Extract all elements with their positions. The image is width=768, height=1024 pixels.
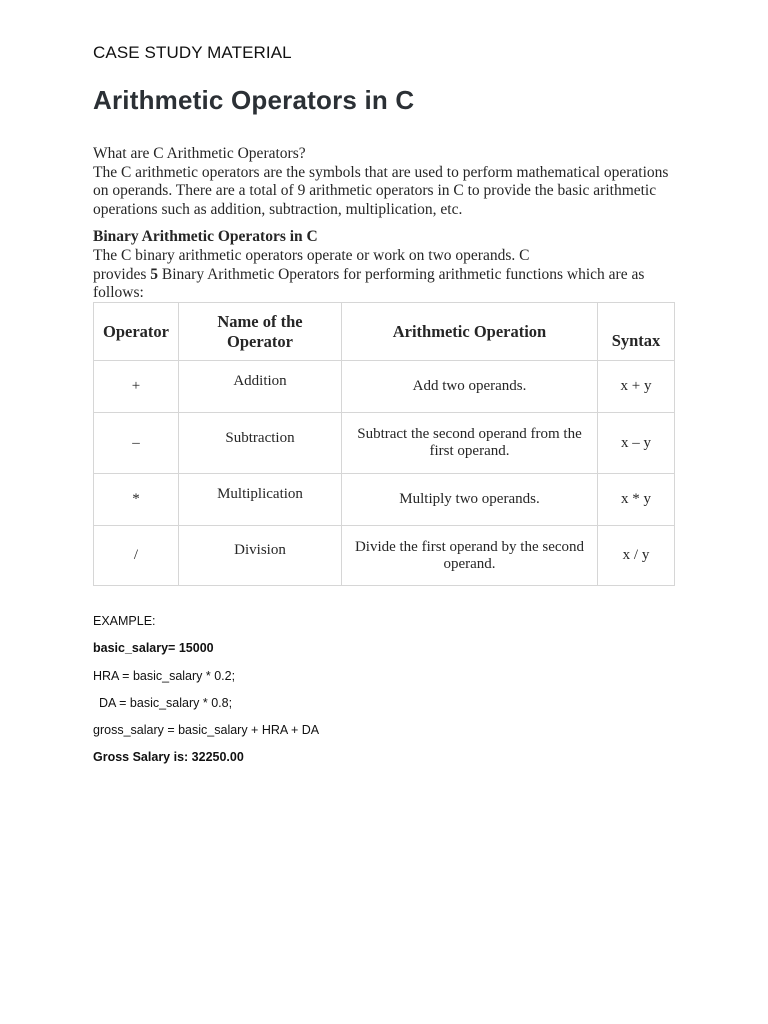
desc-pre: provides <box>93 265 151 283</box>
cell-operation: Subtract the second operand from the first operand. <box>342 413 598 474</box>
desc-post: Binary Arithmetic Operators for performing arithmetic functions which are as follows: <box>93 265 645 301</box>
intro-question: What are C Arithmetic Operators? <box>93 145 306 162</box>
cell-name <box>179 526 342 586</box>
cell-name-text: Addition <box>233 373 287 389</box>
page-title: Arithmetic Operators in C <box>93 85 415 115</box>
intro-section <box>93 145 673 219</box>
cell-syntax: x + y <box>598 361 675 413</box>
operators-table <box>93 302 675 586</box>
cell-operator: * <box>94 474 179 526</box>
binary-operators-description <box>93 247 673 303</box>
example-label: EXAMPLE: <box>93 614 156 628</box>
example-line-da: DA = basic_salary * 0.8; <box>99 695 233 710</box>
example-section <box>93 613 319 777</box>
cell-operation: Multiply two operands. <box>342 474 598 526</box>
cell-operation: Add two operands. <box>342 361 598 413</box>
header-syntax <box>598 303 675 361</box>
cell-syntax: x * y <box>598 474 675 526</box>
intro-paragraph: The C arithmetic operators are the symbols that are used to perform mathematical operations on operands. There are a total of 9 arithmetic operators in C to provide the basic arithmetic operations such as addition, subtraction, multiplication, etc. <box>93 163 669 218</box>
cell-name-text: Multiplication <box>217 486 303 502</box>
header-operator: Operator <box>94 303 179 361</box>
binary-operators-heading: Binary Arithmetic Operators in C <box>93 228 318 245</box>
header-name: Name of the Operator <box>179 303 342 361</box>
cell-name <box>179 474 342 526</box>
example-line-hra: HRA = basic_salary * 0.2; <box>93 668 236 683</box>
desc-line-1: The C binary arithmetic operators operate or work on two operands. C <box>93 247 530 264</box>
cell-syntax: x / y <box>598 526 675 586</box>
cell-operator: + <box>94 361 179 413</box>
table-row <box>94 361 675 413</box>
header-syntax-text: Syntax <box>611 330 661 350</box>
table-row <box>94 474 675 526</box>
document-header: CASE STUDY MATERIAL <box>93 43 292 62</box>
cell-syntax: x – y <box>598 413 675 474</box>
desc-line-2 <box>93 266 673 303</box>
desc-count: 5 <box>150 265 159 283</box>
example-line-basic-salary: basic_salary= 15000 <box>93 641 214 656</box>
table-header-row <box>94 303 675 361</box>
example-line-gross-salary: gross_salary = basic_salary + HRA + DA <box>93 723 320 738</box>
example-line-result: Gross Salary is: 32250.00 <box>93 750 244 765</box>
cell-operator: / <box>94 526 179 586</box>
cell-operation: Divide the first operand by the second operand. <box>342 526 598 586</box>
cell-name-text: Division <box>234 542 286 558</box>
cell-name <box>179 413 342 474</box>
cell-name-text: Subtraction <box>225 429 295 446</box>
cell-name <box>179 361 342 413</box>
cell-operator: – <box>94 413 179 474</box>
table-row <box>94 413 675 474</box>
header-operation: Arithmetic Operation <box>342 303 598 361</box>
table-row <box>94 526 675 586</box>
